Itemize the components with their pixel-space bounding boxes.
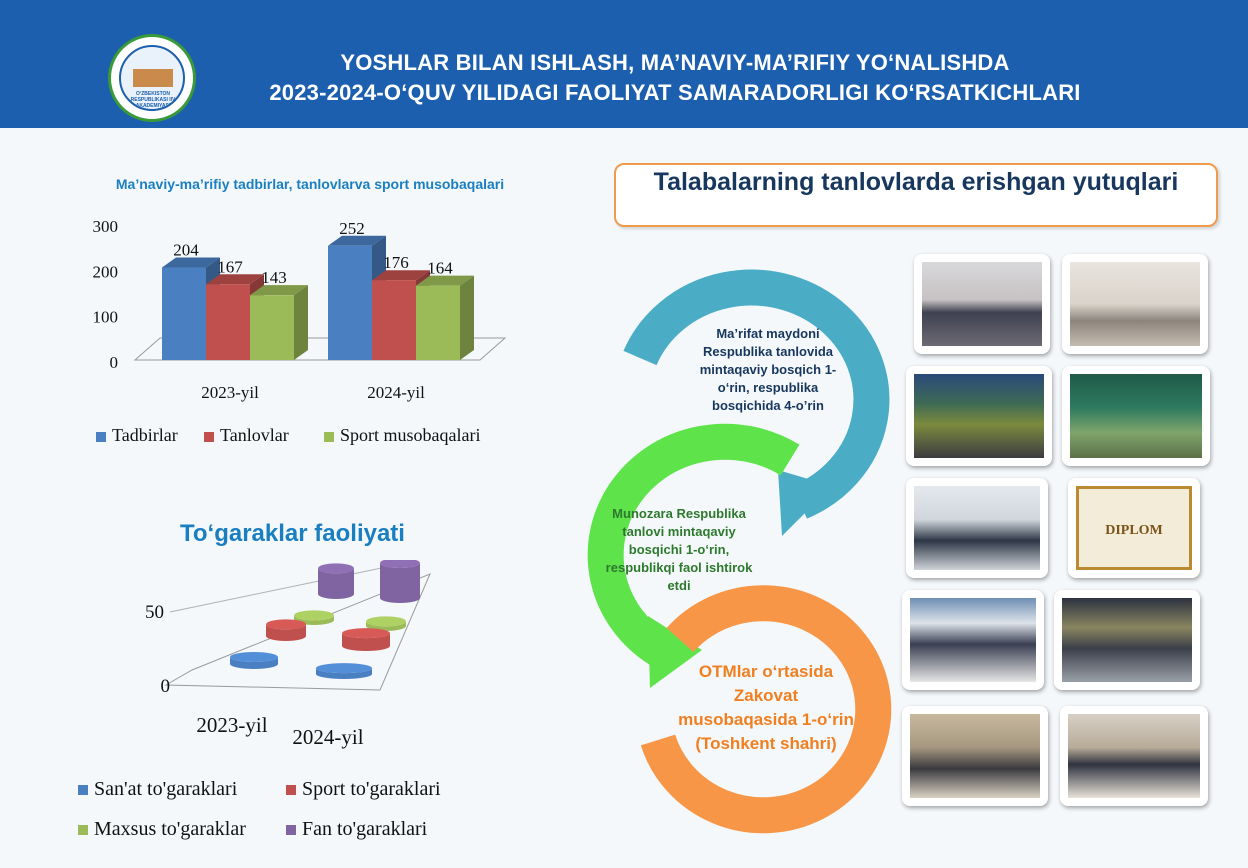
logo-emblem [119,45,185,111]
chart1-data-label: 204 [173,240,199,260]
chart1-legend-label: Sport musobaqalari [340,425,481,445]
chart2-title: To‘garaklar faoliyati [180,520,405,547]
photo-group-stage [906,478,1048,578]
chart2-legend-label: Fan to'garaklari [302,818,428,840]
chart2-clubs-cylinder-chart [130,560,460,760]
chart1-legend-label: Tanlovlar [220,425,289,445]
page-title-line1: YOSHLAR BILAN ISHLASH, MA’NAVIY-MA’RIFIY YO‘NALISHDA [340,50,1010,75]
chart2-cylinder-body [380,563,420,603]
chart2-cylinder-top [294,610,334,620]
achievements-title: Talabalarning tanlovlarda erishgan yutuqlari [653,168,1179,196]
chart1-category-label: 2023-yil [201,383,259,402]
chart1-data-label: 164 [427,258,453,278]
photo-award-hall [1062,254,1208,354]
chart1-ytick: 200 [92,262,118,282]
header-banner [0,0,1248,128]
chart1-legend-label: Tadbirlar [112,425,178,445]
photo-ceremony-stage [914,254,1050,354]
page-title-line2: 2023-2024-O‘QUV YILIDAGI FAOLIYAT SAMARADORLIGI KO‘RSATKICHLARI [269,80,1081,105]
chart1-data-label: 167 [217,257,243,277]
chart1-legend-swatch [204,432,214,442]
chart2-legend-item [78,778,237,801]
chart1-category-label: 2024-yil [367,383,425,402]
chart2-legend-item [286,778,441,801]
achievements-title-box [614,163,1218,227]
chart1-data-label: 176 [383,253,409,273]
chart1-bar-side [294,285,308,360]
chart2-legend-label: Maxsus to'garaklar [94,818,246,840]
chart1-bar [416,286,460,360]
chart1-data-label: 143 [261,268,287,288]
chart2-cylinder-top [366,616,406,626]
logo-text: O‘ZBEKISTON RESPUBLIKASI IIV AKADEMIYASI [130,91,176,109]
photo-quiz-screen [1054,590,1200,690]
photo-debate-table [902,590,1044,690]
chart1-bar-side [460,276,474,360]
chart1-ytick: 100 [92,307,118,327]
chart2-legend-label: San'at to'garaklari [94,778,238,800]
chart1-events-bar-chart [90,210,530,410]
chart2-category-label: 2024-yil [292,725,364,749]
chart1-legend-item [96,425,178,446]
chart1-bar [372,280,416,360]
chart2-cylinder-top [316,663,372,673]
page-title [250,48,1100,108]
chart2-cylinder-top [266,619,306,629]
chart2-cylinder-top [342,628,390,638]
chart2-legend [78,778,498,848]
chart2-gridline [170,562,410,612]
diploma-text: DIPLOM [1105,523,1163,538]
chart2-legend-swatch [78,785,88,795]
chart2-category-label: 2023-yil [196,713,268,737]
photo-classroom [902,706,1048,806]
chart1-legend-swatch [324,432,334,442]
chart1-ytick: 300 [92,217,118,236]
chart1-bar [250,295,294,360]
photo-diploma [1068,478,1200,578]
academy-logo [108,34,196,122]
chart2-cylinder-top [230,652,278,662]
achievement-1-text: Ma’rifat maydoni Respublika tanlovida mintaqaviy bosqich 1-o‘rin, respublika bosqichida 4-o’rin [699,326,837,413]
chart1-data-label: 252 [339,218,365,238]
chart2-cylinder-top [318,563,354,573]
chart1-legend [96,425,536,449]
achievement-3-text: OTMlar o‘rtasida Zakovat musobaqasida 1-o‘rin (Toshkent shahri) [678,662,854,753]
photo-team-group [906,366,1052,466]
achievement-2-text: Munozara Respublika tanlovi mintaqaviy bosqichi 1-o‘rin, respublikqi faol ishtirok etdi [605,506,753,593]
chart2-legend-item [78,818,246,841]
chart1-title: Ma’naviy-ma’rifiy tadbirlar, tanlovlarva sport musobaqalari [115,176,505,192]
chart2-legend-swatch [78,825,88,835]
chart1-ytick: 0 [109,353,118,372]
chart2-legend-label: Sport to'garaklari [302,778,441,800]
chart1-legend-item [204,425,289,446]
chart1-bar [206,284,250,360]
chart2-ytick: 0 [160,676,170,697]
photo-auditorium [1062,366,1210,466]
chart2-legend-item [286,818,427,841]
chart2-legend-swatch [286,825,296,835]
chart1-legend-swatch [96,432,106,442]
chart2-ytick: 50 [145,602,164,623]
photo-team-discussion [1060,706,1208,806]
chart1-bar [328,246,372,360]
logo-building-icon [133,69,173,87]
chart1-bar [162,268,206,360]
chart1-legend-item [324,425,480,446]
chart2-legend-swatch [286,785,296,795]
